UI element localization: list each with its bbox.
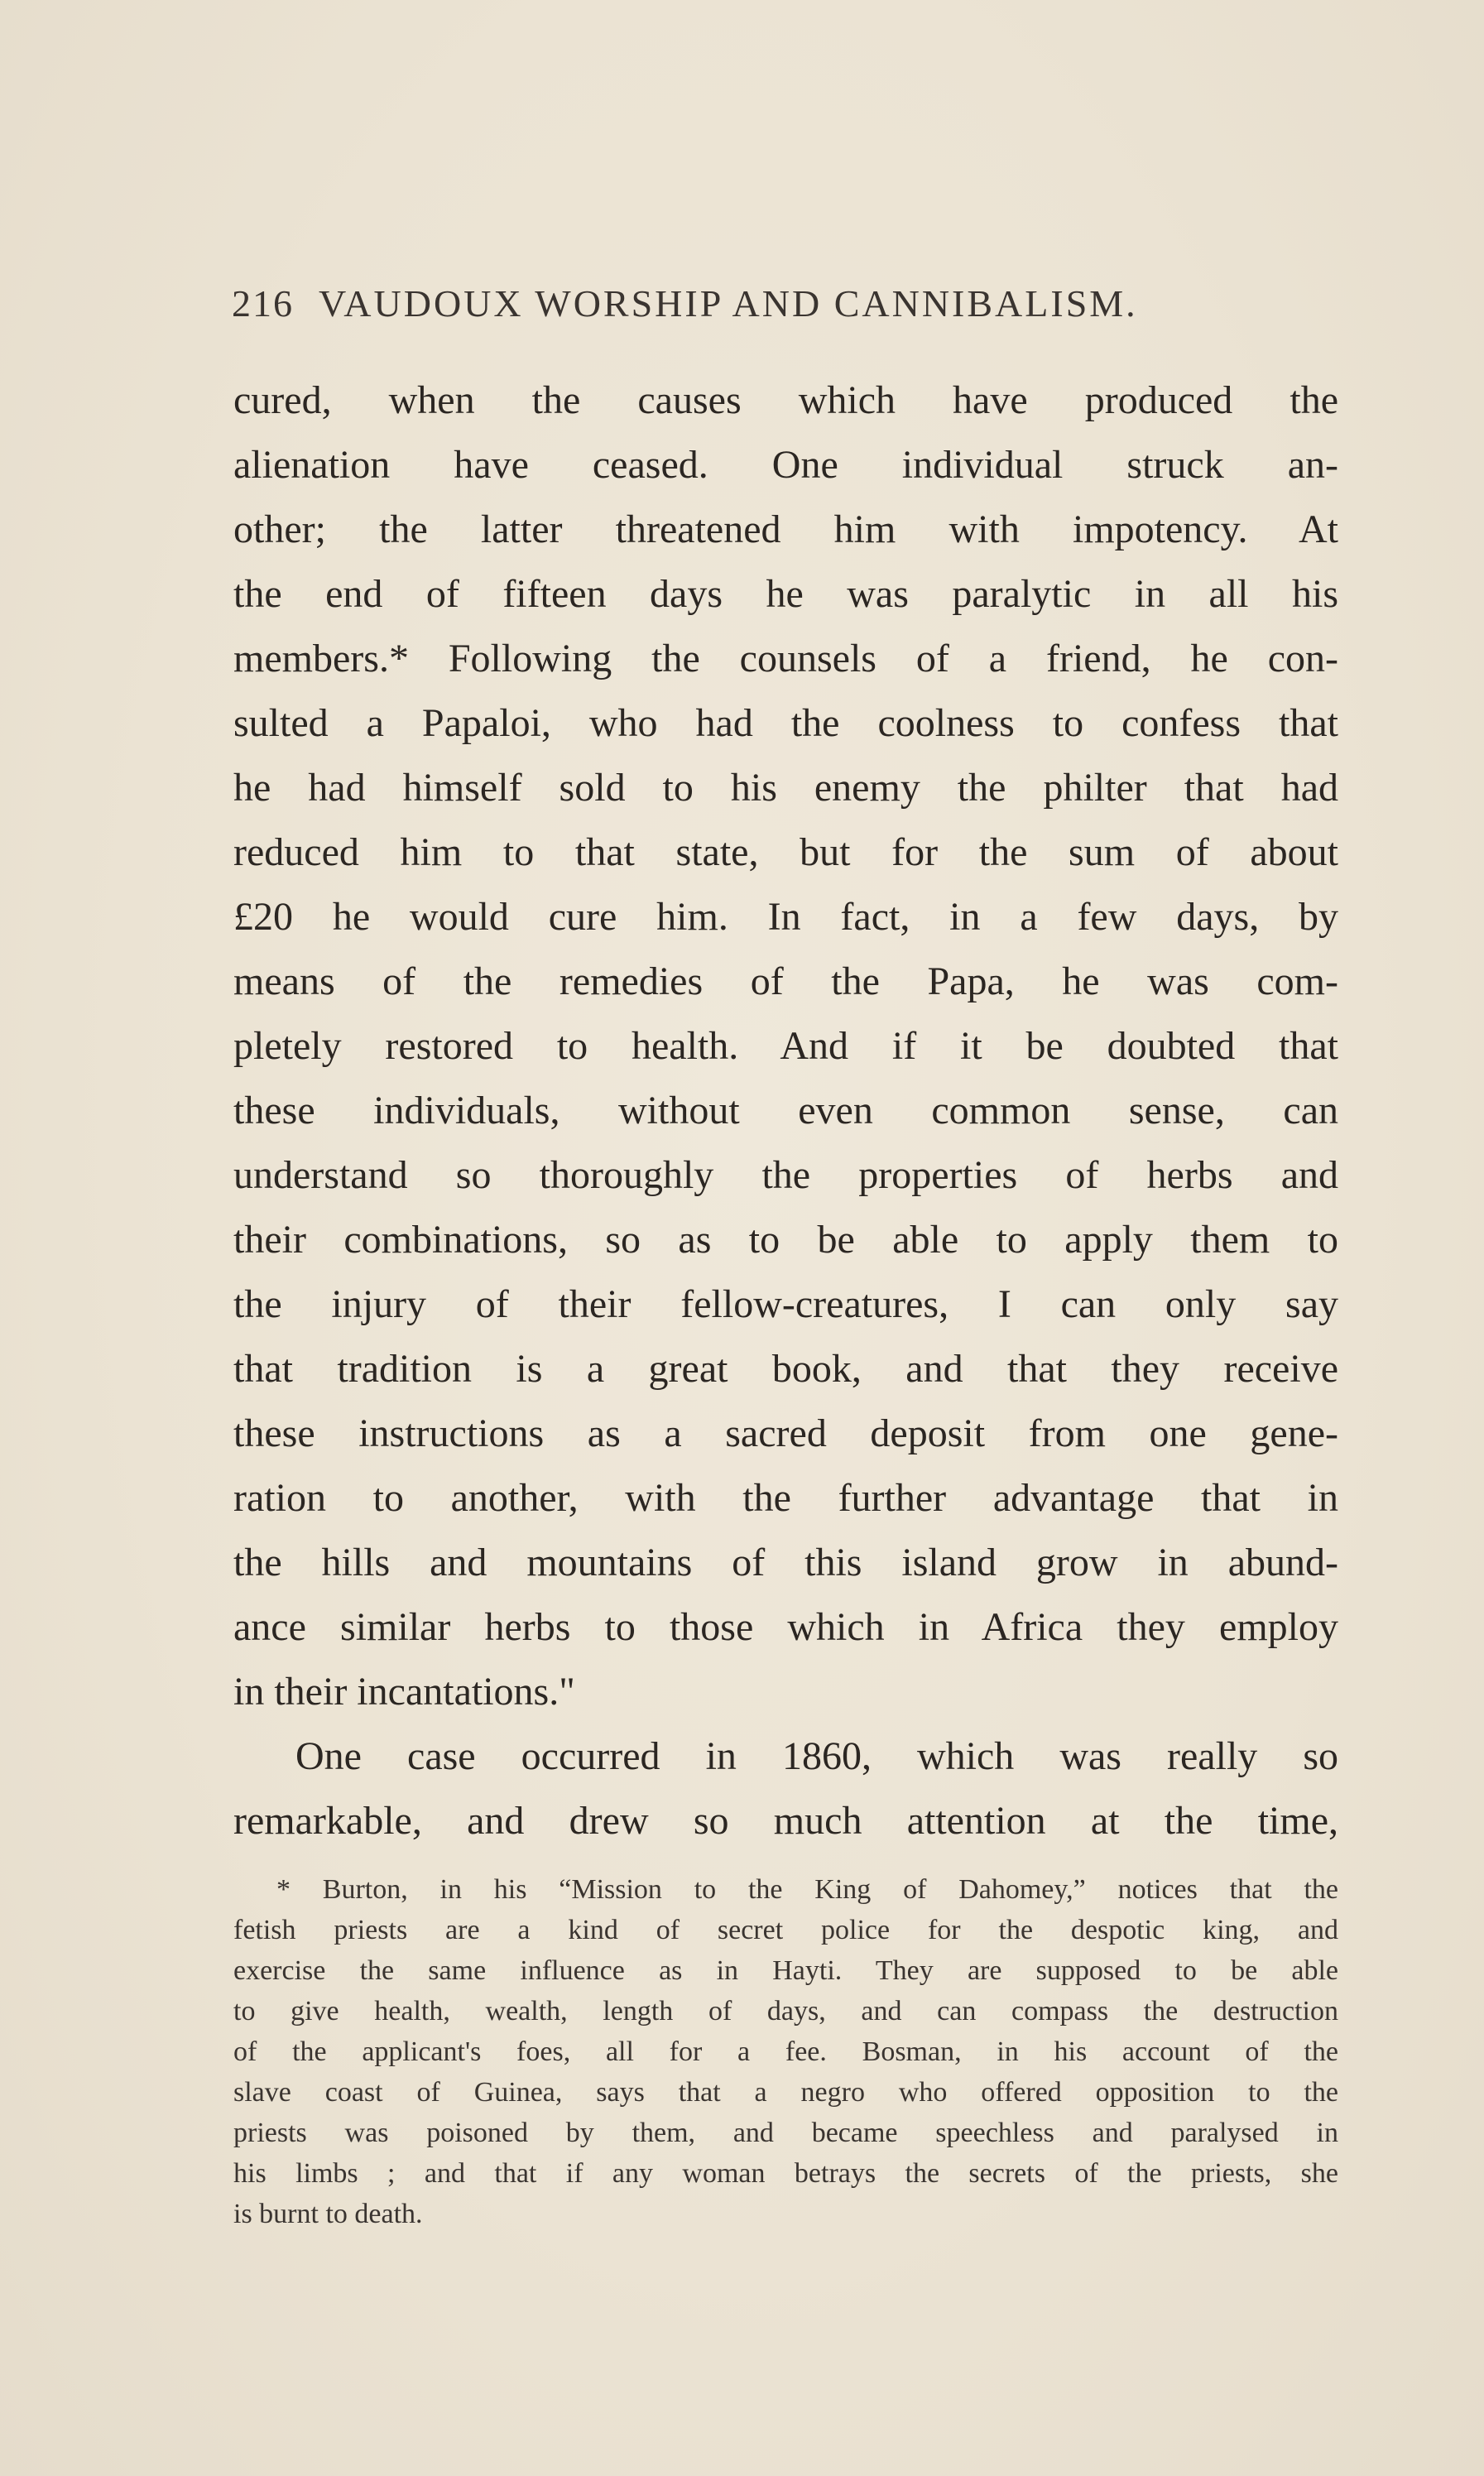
footnote-line: exercise the same influence as in Hayti. They are supposed to be able [233,1955,1338,1986]
text-line: alienation have ceased. One individual struck an- [233,443,1338,487]
text-line: sulted a Papaloi, who had the coolness to confess that [233,701,1338,745]
footnote-line: to give health, wealth, length of days, and can compass the destruction [233,1996,1338,2026]
main-text [233,368,1338,1853]
text-line: the end of fifteen days he was paralytic in all his [233,572,1338,616]
text-line: these individuals, without even common sense, can [233,1089,1338,1132]
running-title: VAUDOUX WORSHIP AND CANNIBALISM. [319,282,1138,325]
text-line: in their incantations." [233,1670,575,1714]
text-line: the hills and mountains of this island grow in abund- [233,1541,1338,1584]
footnote-line: slave coast of Guinea, says that a negro who offered opposition to the [233,2077,1338,2108]
footnote-line: priests was poisoned by them, and became speechless and paralysed in [233,2118,1338,2148]
page-number: 216 [232,282,294,325]
text-line: these instructions as a sacred deposit from one gene- [233,1411,1338,1455]
footnote-line: * Burton, in his “Mission to the King of Dahomey,” notices that the [276,1874,1338,1905]
text-line: reduced him to that state, but for the sum of about [233,830,1338,874]
text-line: remarkable, and drew so much attention at the time, [233,1799,1338,1843]
running-header [232,281,1341,339]
footnote [233,1869,1338,2234]
text-line: means of the remedies of the Papa, he was com- [233,959,1338,1003]
footnote-line: of the applicant's foes, all for a fee. Bosman, in his account of the [233,2036,1338,2067]
footnote-line: his limbs ; and that if any woman betrays the secrets of the priests, she [233,2158,1338,2189]
text-line: he had himself sold to his enemy the philter that had [233,766,1338,810]
text-line: other; the latter threatened him with impotency. At [233,507,1338,551]
text-line: members.* Following the counsels of a friend, he con- [233,637,1338,680]
text-line: One case occurred in 1860, which was really so [295,1734,1338,1778]
text-line: that tradition is a great book, and that they receive [233,1347,1338,1391]
text-line: ance similar herbs to those which in Africa they employ [233,1605,1338,1649]
text-line: the injury of their fellow-creatures, I can only say [233,1282,1338,1326]
text-line: pletely restored to health. And if it be doubted that [233,1024,1338,1068]
footnote-line: fetish priests are a kind of secret police for the despotic king, and [233,1915,1338,1945]
text-line: £20 he would cure him. In fact, in a few days, by [233,895,1338,939]
text-line: their combinations, so as to be able to apply them to [233,1218,1338,1262]
text-line: understand so thoroughly the properties of herbs and [233,1153,1338,1197]
text-line: cured, when the causes which have produced the [233,378,1338,422]
footnote-line: is burnt to death. [233,2199,423,2229]
text-line: ration to another, with the further advantage that in [233,1476,1338,1520]
